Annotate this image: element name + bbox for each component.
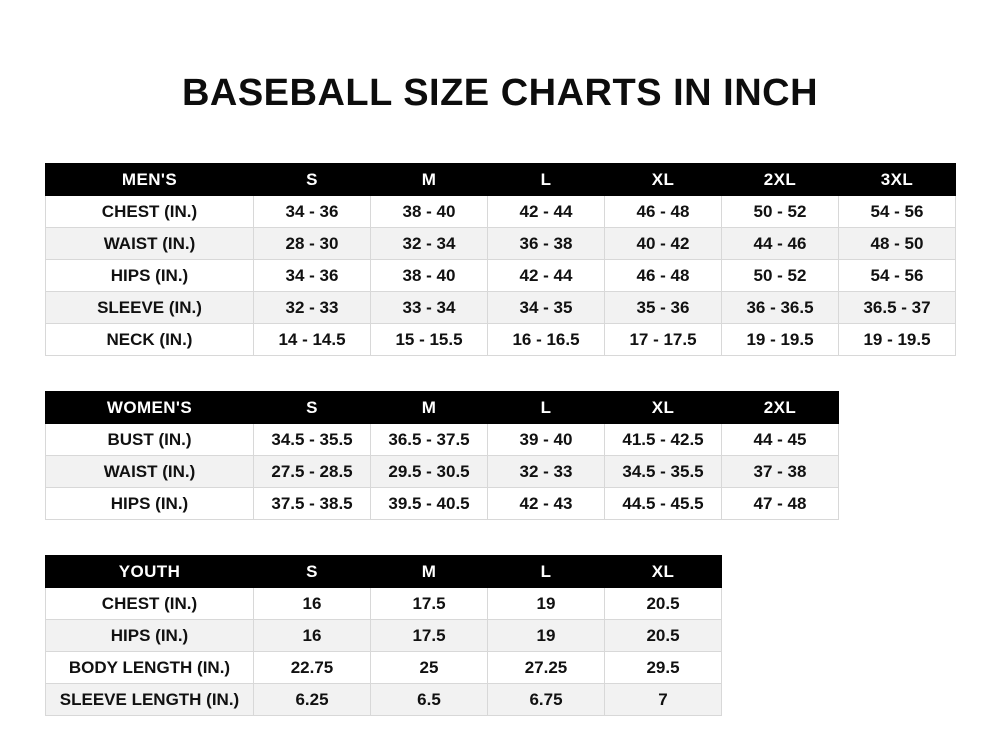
womens-header-2xl: 2XL bbox=[722, 392, 839, 424]
cell: 15 - 15.5 bbox=[371, 324, 488, 356]
womens-header-xl: XL bbox=[605, 392, 722, 424]
mens-header-s: S bbox=[254, 164, 371, 196]
cell: 42 - 44 bbox=[488, 260, 605, 292]
tables-container bbox=[0, 163, 1000, 716]
row-label: WAIST (IN.) bbox=[46, 228, 254, 260]
cell: 41.5 - 42.5 bbox=[605, 424, 722, 456]
cell: 33 - 34 bbox=[371, 292, 488, 324]
cell: 29.5 bbox=[605, 652, 722, 684]
cell: 14 - 14.5 bbox=[254, 324, 371, 356]
cell: 36.5 - 37 bbox=[839, 292, 956, 324]
youth-header-xl: XL bbox=[605, 556, 722, 588]
table-row bbox=[46, 292, 956, 324]
cell: 54 - 56 bbox=[839, 260, 956, 292]
row-label: SLEEVE LENGTH (IN.) bbox=[46, 684, 254, 716]
table-row bbox=[46, 456, 839, 488]
cell: 34 - 35 bbox=[488, 292, 605, 324]
cell: 6.25 bbox=[254, 684, 371, 716]
table-row bbox=[46, 652, 722, 684]
cell: 40 - 42 bbox=[605, 228, 722, 260]
cell: 16 bbox=[254, 620, 371, 652]
cell: 22.75 bbox=[254, 652, 371, 684]
cell: 19 bbox=[488, 588, 605, 620]
cell: 20.5 bbox=[605, 620, 722, 652]
cell: 46 - 48 bbox=[605, 196, 722, 228]
youth-header-category: YOUTH bbox=[46, 556, 254, 588]
mens-header-m: M bbox=[371, 164, 488, 196]
cell: 32 - 33 bbox=[254, 292, 371, 324]
table-row bbox=[46, 588, 722, 620]
youth-header-l: L bbox=[488, 556, 605, 588]
cell: 6.75 bbox=[488, 684, 605, 716]
cell: 44.5 - 45.5 bbox=[605, 488, 722, 520]
cell: 19 bbox=[488, 620, 605, 652]
mens-header-l: L bbox=[488, 164, 605, 196]
cell: 27.25 bbox=[488, 652, 605, 684]
cell: 16 bbox=[254, 588, 371, 620]
mens-header-3xl: 3XL bbox=[839, 164, 956, 196]
cell: 20.5 bbox=[605, 588, 722, 620]
cell: 48 - 50 bbox=[839, 228, 956, 260]
cell: 34 - 36 bbox=[254, 260, 371, 292]
table-row bbox=[46, 260, 956, 292]
cell: 6.5 bbox=[371, 684, 488, 716]
row-label: WAIST (IN.) bbox=[46, 456, 254, 488]
cell: 27.5 - 28.5 bbox=[254, 456, 371, 488]
row-label: SLEEVE (IN.) bbox=[46, 292, 254, 324]
cell: 39 - 40 bbox=[488, 424, 605, 456]
mens-size-table bbox=[45, 163, 956, 356]
cell: 38 - 40 bbox=[371, 196, 488, 228]
table-row bbox=[46, 424, 839, 456]
cell: 34.5 - 35.5 bbox=[254, 424, 371, 456]
row-label: NECK (IN.) bbox=[46, 324, 254, 356]
cell: 36 - 38 bbox=[488, 228, 605, 260]
youth-size-table bbox=[45, 555, 722, 716]
mens-header-2xl: 2XL bbox=[722, 164, 839, 196]
cell: 54 - 56 bbox=[839, 196, 956, 228]
cell: 17.5 bbox=[371, 620, 488, 652]
cell: 50 - 52 bbox=[722, 260, 839, 292]
cell: 34.5 - 35.5 bbox=[605, 456, 722, 488]
row-label: HIPS (IN.) bbox=[46, 620, 254, 652]
womens-header-s: S bbox=[254, 392, 371, 424]
cell: 35 - 36 bbox=[605, 292, 722, 324]
cell: 19 - 19.5 bbox=[722, 324, 839, 356]
cell: 25 bbox=[371, 652, 488, 684]
cell: 7 bbox=[605, 684, 722, 716]
cell: 19 - 19.5 bbox=[839, 324, 956, 356]
womens-header-l: L bbox=[488, 392, 605, 424]
youth-header-m: M bbox=[371, 556, 488, 588]
row-label: BODY LENGTH (IN.) bbox=[46, 652, 254, 684]
cell: 44 - 45 bbox=[722, 424, 839, 456]
cell: 38 - 40 bbox=[371, 260, 488, 292]
table-row bbox=[46, 488, 839, 520]
cell: 29.5 - 30.5 bbox=[371, 456, 488, 488]
womens-header-m: M bbox=[371, 392, 488, 424]
page-title: BASEBALL SIZE CHARTS IN INCH bbox=[181, 72, 819, 114]
cell: 44 - 46 bbox=[722, 228, 839, 260]
cell: 32 - 33 bbox=[488, 456, 605, 488]
table-row bbox=[46, 196, 956, 228]
table-row bbox=[46, 324, 956, 356]
cell: 17 - 17.5 bbox=[605, 324, 722, 356]
table-header-row bbox=[46, 392, 839, 424]
cell: 36 - 36.5 bbox=[722, 292, 839, 324]
table-row bbox=[46, 620, 722, 652]
cell: 47 - 48 bbox=[722, 488, 839, 520]
row-label: HIPS (IN.) bbox=[46, 488, 254, 520]
row-label: BUST (IN.) bbox=[46, 424, 254, 456]
row-label: CHEST (IN.) bbox=[46, 588, 254, 620]
youth-header-s: S bbox=[254, 556, 371, 588]
cell: 42 - 44 bbox=[488, 196, 605, 228]
cell: 36.5 - 37.5 bbox=[371, 424, 488, 456]
cell: 16 - 16.5 bbox=[488, 324, 605, 356]
cell: 34 - 36 bbox=[254, 196, 371, 228]
cell: 46 - 48 bbox=[605, 260, 722, 292]
cell: 37.5 - 38.5 bbox=[254, 488, 371, 520]
womens-header-category: WOMEN'S bbox=[46, 392, 254, 424]
mens-header-xl: XL bbox=[605, 164, 722, 196]
table-row bbox=[46, 228, 956, 260]
row-label: HIPS (IN.) bbox=[46, 260, 254, 292]
cell: 42 - 43 bbox=[488, 488, 605, 520]
table-row bbox=[46, 684, 722, 716]
mens-header-category: MEN'S bbox=[46, 164, 254, 196]
row-label: CHEST (IN.) bbox=[46, 196, 254, 228]
cell: 28 - 30 bbox=[254, 228, 371, 260]
cell: 17.5 bbox=[371, 588, 488, 620]
cell: 50 - 52 bbox=[722, 196, 839, 228]
table-header-row bbox=[46, 164, 956, 196]
cell: 39.5 - 40.5 bbox=[371, 488, 488, 520]
table-header-row bbox=[46, 556, 722, 588]
womens-size-table bbox=[45, 391, 839, 520]
cell: 32 - 34 bbox=[371, 228, 488, 260]
cell: 37 - 38 bbox=[722, 456, 839, 488]
